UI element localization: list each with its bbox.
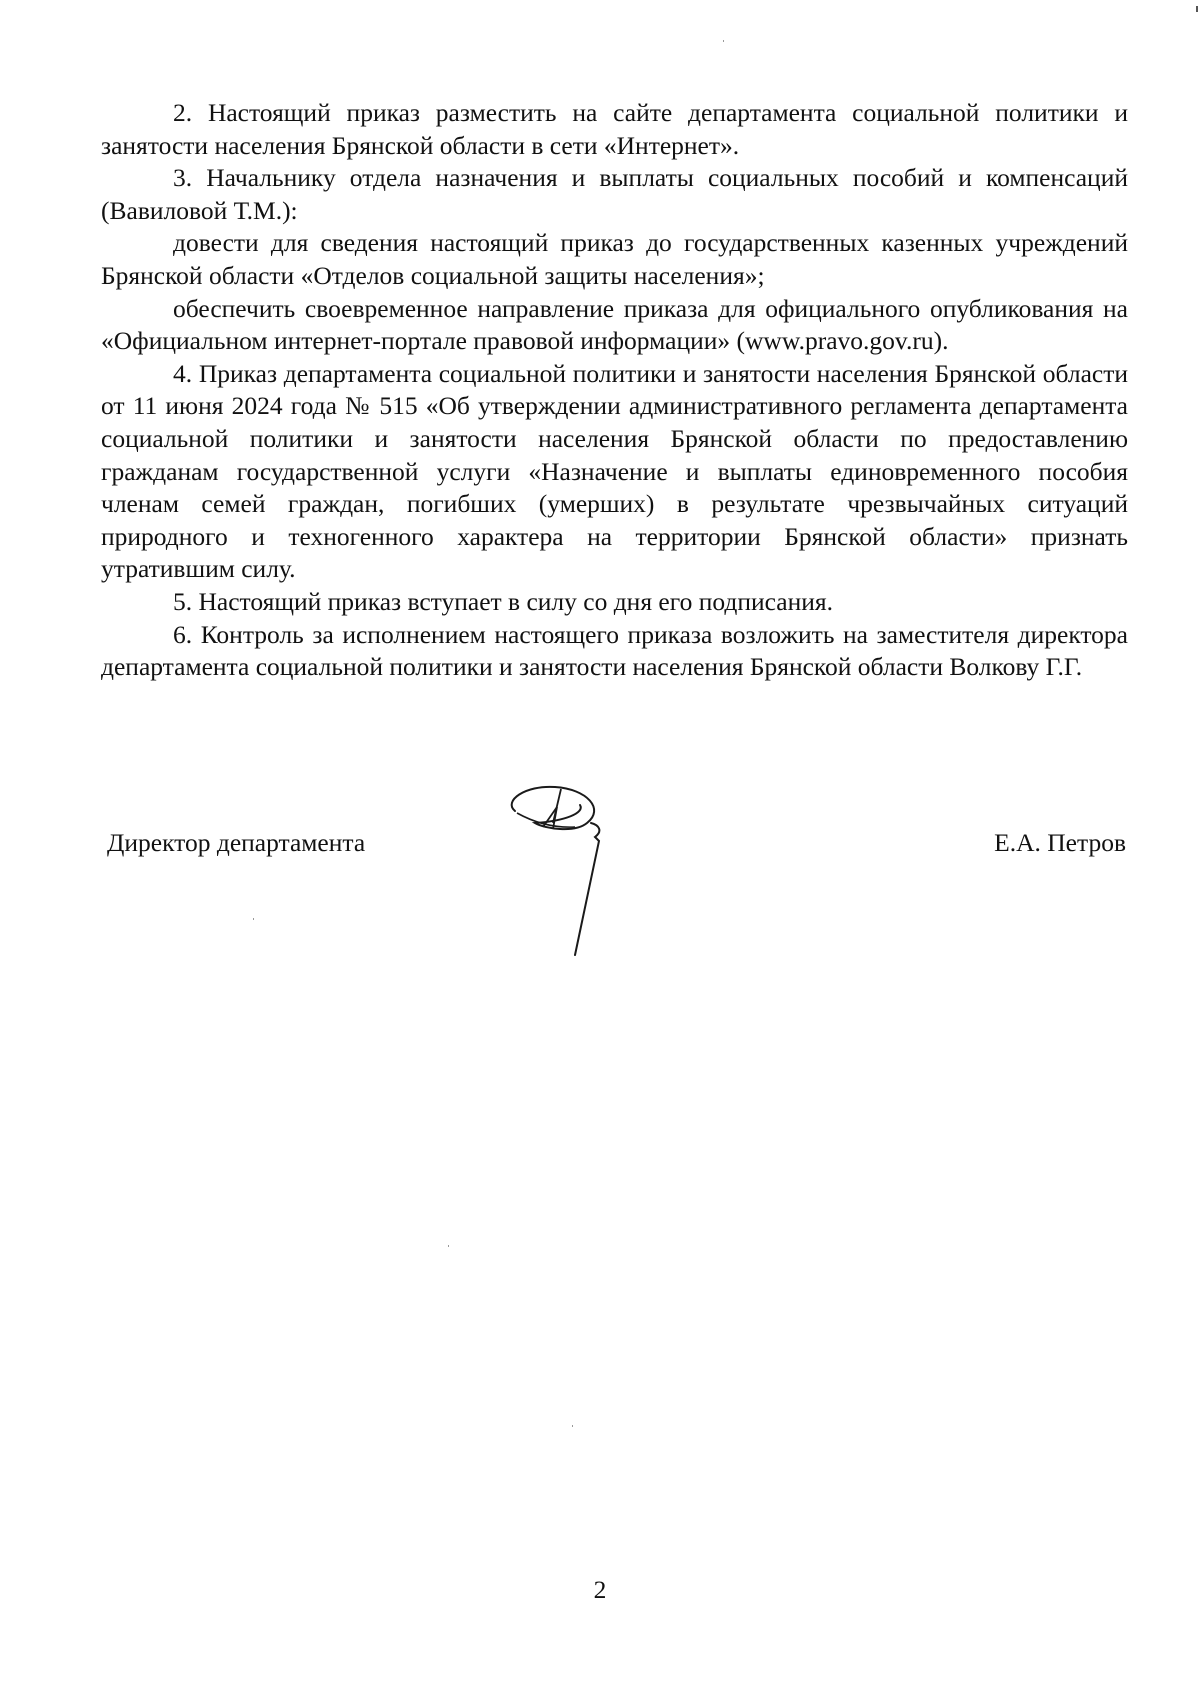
- document-body: [101, 97, 1128, 684]
- paragraph-2: 2. Настоящий приказ разместить на сайте департамента социальной политики и занятости населения Брянской области в сети «Интернет».: [101, 98, 1128, 160]
- paragraph-6: 6. Контроль за исполнением настоящего приказа возложить на заместителя директора департамента социальной политики и занятости населения Брянской области Волкову Г.Г.: [101, 619, 1128, 682]
- page-number: 2: [593, 1575, 607, 1604]
- scan-speck: [253, 918, 254, 920]
- handwritten-signature: [495, 783, 625, 963]
- signatory-position: Директор департамента: [107, 828, 366, 857]
- signatory-name: Е.А. Петров: [994, 828, 1126, 857]
- paragraph-5: 5. Настоящий приказ вступает в силу со дня его подписания.: [173, 586, 833, 616]
- scan-speck: [1196, 6, 1198, 12]
- paragraph-4: 4. Приказ департамента социальной политики и занятости населения Брянской области от 11 июня 2024 года № 515 «Об утверждении административного регламента департамента социальной политики и занятости населения Брянской области по предоставлению гражданам государственной услуги «Назначение и выплаты единовременного пособия членам семей граждан, погибших (умерших) в результате чрезвычайных ситуаций природного и техногенного характера на территории Брянской области» признать утратившим силу.: [101, 358, 1128, 584]
- scan-speck: [448, 1245, 449, 1247]
- scan-speck: [572, 1425, 573, 1427]
- paragraph-3-item-1: довести для сведения настоящий приказ до государственных казенных учреждений Брянской области «Отделов социальной защиты населения»;: [101, 228, 1128, 290]
- scan-speck: [723, 40, 724, 42]
- paragraph-3-item-2: обеспечить своевременное направление приказа для официального опубликования на «Официальном интернет-портале правовой информации» (www.pravo.gov.ru).: [101, 293, 1128, 356]
- paragraph-3: 3. Начальнику отдела назначения и выплаты социальных пособий и компенсаций (Вавиловой Т.М.):: [101, 163, 1128, 225]
